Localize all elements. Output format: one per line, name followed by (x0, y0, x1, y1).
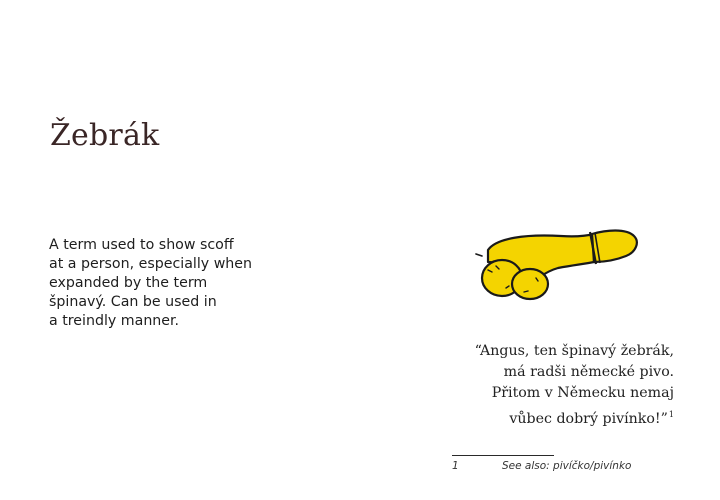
definition-text (49, 236, 309, 331)
footnote-reference: 1 (668, 410, 674, 419)
definition-line: špinavý. Can be used in (49, 294, 217, 310)
footnote-number: 1 (452, 460, 459, 472)
quote-line: vůbec dobrý pivínko!” (509, 411, 668, 427)
example-quote (384, 341, 674, 430)
definition-line: A term used to show scoff (49, 237, 234, 253)
footnote-text: See also: pivíčko/pivínko (502, 460, 632, 472)
quote-line: má radši německé pivo. (503, 364, 674, 380)
doodle-tip (476, 254, 482, 256)
doodle-ball (512, 269, 548, 299)
doodle-drawing (466, 222, 642, 304)
definition-line: expanded by the term (49, 275, 208, 291)
definition-line: at a person, especially when (49, 256, 253, 272)
quote-line-last (384, 404, 674, 430)
yellow-doodle-illustration (466, 222, 642, 304)
quote-line: “Angus, ten špinavý žebrák, (474, 343, 674, 359)
page-title: Žebrák (50, 118, 160, 153)
definition-line: a treindly manner. (49, 313, 180, 329)
footnote (452, 460, 692, 472)
footnote-divider (452, 455, 554, 456)
quote-line: Přitom v Německu nemaj (491, 385, 674, 401)
